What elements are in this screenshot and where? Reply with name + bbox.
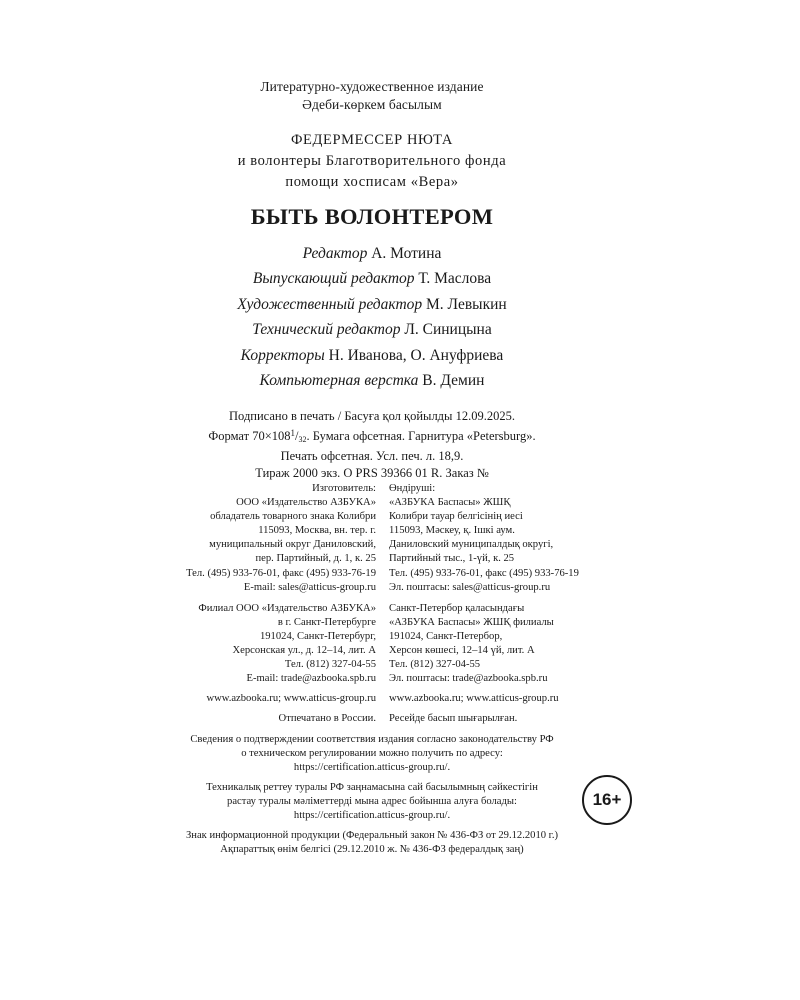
manufacturer-kz: Өндіруші: «АЗБУКА Баспасы» ЖШҚ Колибри тауар белгісінің иесі 115093, Мәскеу, қ. Ішкі аум. Даниловский муниципалдық округі, Партийный тыс., 1-үй, к. 25 Тел. (495) 933-76-01, факс (495) 933-76-19 Эл. поштасы: sales@atticus-group.ru	[389, 483, 579, 593]
certification-ru: Сведения о подтверждении соответствия издания согласно законодательству РФ о техническом регулировании можно получить по адресу: https://certification.atticus-group.ru/.	[0, 733, 744, 775]
print-format: Формат $70\times 108^1/_{32}$. Бумага офсетная. Гарнитура «Petersburg».	[208, 428, 536, 444]
info-sign-block: Знак информационной продукции (Федеральный закон № 436-ФЗ от 29.12.2010 г.) Ақпараттық өнім белгісі (29.12.2010 ж. № 436-ФЗ федералдық заң)	[185, 830, 559, 856]
credits-block	[0, 241, 744, 393]
credit-layout	[0, 368, 744, 393]
author-name: ФЕДЕРМЕССЕР НЮТА	[291, 132, 453, 148]
credit-editor	[0, 241, 744, 266]
series-block	[0, 78, 744, 114]
age-rating-badge: 16+	[582, 775, 632, 825]
credit-role: Выпускающий редактор	[252, 270, 415, 288]
certification-link-ru[interactable]: https://certification.atticus-group.ru/.	[293, 762, 451, 774]
websites-ru: www.azbooka.ru; www.atticus-group.ru	[206, 693, 376, 704]
series-line-kz: Әдеби-көркем басылым	[302, 97, 442, 112]
credit-role: Корректоры	[240, 346, 325, 364]
series-line-ru: Литературно-художественное издание	[260, 79, 484, 94]
branch-kz: Санкт-Петербор қаласындағы «АЗБУКА Баспасы» ЖШҚ филиалы 191024, Санкт-Петербор, Херсон көшесі, 12–14 үй, лит. А Тел. (812) 327-04-55 Эл. поштасы: trade@azbooka.spb.ru	[389, 603, 554, 685]
credit-managing-editor	[0, 266, 744, 291]
credit-proofreaders	[0, 343, 744, 368]
credit-name: В. Демин	[422, 372, 485, 390]
certification-kz: Техникалық реттеу туралы РФ заңнамасына сай басылымның сәйкестігін растау туралы мәліметтерді мына адрес бойынша алуға болады: https://certification.atticus-group.ru/.	[0, 781, 744, 823]
printed-in-kz: Ресейде басып шығарылған.	[389, 713, 518, 724]
certification-link-kz[interactable]: https://certification.atticus-group.ru/.	[293, 810, 451, 822]
websites-kz: www.azbooka.ru; www.atticus-group.ru	[389, 693, 559, 704]
credit-name: М. Левыкин	[426, 295, 507, 313]
credit-art-editor	[0, 292, 744, 317]
printed-in-ru: Отпечатано в России.	[278, 713, 376, 724]
print-sheets: Печать офсетная. Усл. печ. л. 18,9.	[280, 449, 464, 463]
branch-ru: Филиал ООО «Издательство АЗБУКА» в г. Санкт-Петербурге 191024, Санкт-Петербург, Херсонская ул., д. 12–14, лит. А Тел. (812) 327-04-55 E-mail: trade@azbooka.spb.ru	[198, 603, 376, 685]
credit-role: Художественный редактор	[237, 295, 423, 313]
credit-tech-editor	[0, 317, 744, 342]
format-fraction-num: 1	[290, 428, 296, 438]
credit-role: Компьютерная верстка	[259, 372, 419, 390]
authors-block	[0, 130, 744, 193]
credit-role: Технический редактор	[252, 321, 401, 339]
print-run: Тираж 2000 экз. О PRS 39366 01 R. Заказ №	[255, 466, 489, 480]
print-info-block	[0, 408, 744, 482]
author-foundation: помощи хосписам «Вера»	[285, 174, 459, 190]
credit-name: Н. Иванова, О. Ануфриева	[328, 346, 504, 364]
credit-name: Л. Синицына	[404, 321, 492, 339]
format-fraction-den: 32	[298, 435, 307, 444]
credit-role: Редактор	[302, 245, 368, 262]
manufacturer-ru: Изготовитель: ООО «Издательство АЗБУКА» обладатель товарного знака Колибри 115093, Москва, вн. тер. г. муниципальный округ Даниловский, пер. Партийный, д. 1, к. 25 Тел. (495) 933-76-01, факс (495) 933-76-19 E-mail: sales@atticus-group.ru	[186, 483, 376, 593]
credit-name: А. Мотина	[371, 245, 442, 262]
credit-name: Т. Маслова	[418, 270, 492, 288]
book-title: БЫТЬ ВОЛОНТЕРОМ	[250, 204, 494, 229]
author-coauthors: и волонтеры Благотворительного фонда	[237, 153, 507, 169]
print-signed-date: Подписано в печать / Басуға қол қойылды 12.09.2025.	[229, 409, 515, 423]
